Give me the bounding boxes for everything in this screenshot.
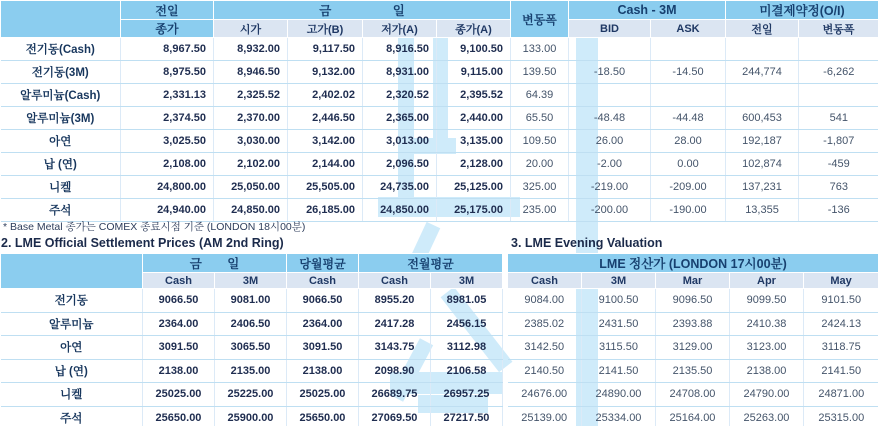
- valuation-value-cell: 24890.00: [582, 383, 656, 407]
- metal-label: 주석: [1, 406, 143, 426]
- value-cell: 600,453: [726, 107, 799, 130]
- col-month-avg: 당월평균: [287, 254, 359, 273]
- settlement-subcol: Cash: [287, 273, 359, 289]
- value-cell: [569, 84, 651, 107]
- valuation-value-cell: 25334.00: [582, 406, 656, 426]
- value-cell: 2,395.52: [437, 84, 511, 107]
- metal-label: 아연: [1, 130, 121, 153]
- valuation-subcol: Apr: [730, 273, 804, 289]
- value-cell: 137,231: [726, 176, 799, 199]
- valuation-subcol: May: [804, 273, 878, 289]
- value-cell: 64.39: [511, 84, 569, 107]
- table-row: [1, 153, 878, 176]
- settlement-value-cell: 26957.25: [431, 383, 503, 407]
- settlement-value-cell: 2364.00: [143, 312, 215, 336]
- table-row: [1, 312, 878, 336]
- valuation-value-cell: 24708.00: [656, 383, 730, 407]
- value-cell: 2,144.00: [288, 153, 363, 176]
- settlement-value-cell: 2417.28: [359, 312, 431, 336]
- value-cell: 541: [799, 107, 878, 130]
- colgroup-today-2: 금 일: [143, 254, 287, 273]
- col-prev-day: 전일: [121, 1, 214, 20]
- table-settlement-and-evening: [0, 253, 878, 426]
- valuation-value-cell: 24790.00: [730, 383, 804, 407]
- settlement-value-cell: 2135.00: [215, 359, 287, 383]
- valuation-value-cell: 25139.00: [508, 406, 582, 426]
- col-high: 고가(B): [288, 20, 363, 38]
- valuation-value-cell: 25164.00: [656, 406, 730, 426]
- value-cell: 192,187: [726, 130, 799, 153]
- valuation-value-cell: 2424.13: [804, 312, 878, 336]
- value-cell: [651, 84, 726, 107]
- valuation-value-cell: 2385.02: [508, 312, 582, 336]
- value-cell: 65.50: [511, 107, 569, 130]
- value-cell: 8,916.50: [363, 38, 437, 61]
- value-cell: -18.50: [569, 61, 651, 84]
- value-cell: 9,115.00: [437, 61, 511, 84]
- value-cell: 2,320.52: [363, 84, 437, 107]
- valuation-value-cell: 9096.50: [656, 289, 730, 313]
- value-cell: 2,402.02: [288, 84, 363, 107]
- col-oi-change: 변동폭: [799, 20, 878, 38]
- colgroup-lme-valuation: LME 정산가 (LONDON 17시00분): [508, 254, 878, 273]
- value-cell: 3,135.00: [437, 130, 511, 153]
- valuation-value-cell: 3129.00: [656, 336, 730, 360]
- table2-body: [1, 289, 878, 426]
- settlement-value-cell: 3065.50: [215, 336, 287, 360]
- value-cell: [726, 84, 799, 107]
- valuation-value-cell: 2138.00: [730, 359, 804, 383]
- table-row: [1, 84, 878, 107]
- metal-label: 납 (연): [1, 359, 143, 383]
- settlement-value-cell: 3143.75: [359, 336, 431, 360]
- value-cell: [569, 38, 651, 61]
- metal-label: 전기동: [1, 289, 143, 313]
- value-cell: 9,132.00: [288, 61, 363, 84]
- valuation-value-cell: 2410.38: [730, 312, 804, 336]
- settlement-value-cell: 9066.50: [143, 289, 215, 313]
- settlement-value-cell: 27217.50: [431, 406, 503, 426]
- settlement-value-cell: 2106.58: [431, 359, 503, 383]
- settlement-subcol: 3M: [431, 273, 503, 289]
- valuation-value-cell: 24676.00: [508, 383, 582, 407]
- valuation-value-cell: 9099.50: [730, 289, 804, 313]
- value-cell: 8,967.50: [121, 38, 214, 61]
- value-cell: 25,505.00: [288, 176, 363, 199]
- metal-label: 아연: [1, 336, 143, 360]
- value-cell: 24,735.00: [363, 176, 437, 199]
- value-cell: 9,100.50: [437, 38, 511, 61]
- value-cell: 24,850.00: [363, 199, 437, 222]
- value-cell: 20.00: [511, 153, 569, 176]
- footnote: * Base Metal 종가는 COMEX 종료시점 기준 (LONDON 18시00분): [3, 221, 306, 233]
- valuation-value-cell: 9084.00: [508, 289, 582, 313]
- valuation-value-cell: 2141.50: [582, 359, 656, 383]
- valuation-value-cell: 2393.88: [656, 312, 730, 336]
- settlement-value-cell: 2406.50: [215, 312, 287, 336]
- value-cell: 2,128.00: [437, 153, 511, 176]
- table-row: [1, 38, 878, 61]
- metal-label: 납 (연): [1, 153, 121, 176]
- settlement-value-cell: 2364.00: [287, 312, 359, 336]
- settlement-value-cell: 26689.75: [359, 383, 431, 407]
- settlement-value-cell: 9066.50: [287, 289, 359, 313]
- col-change: 변동폭: [511, 1, 569, 38]
- corner-blank-2: [1, 254, 143, 289]
- colgroup-prev-month-avg: 전월평균: [359, 254, 503, 273]
- settlement-value-cell: 9081.00: [215, 289, 287, 313]
- value-cell: -2.00: [569, 153, 651, 176]
- settlement-subcol: Cash: [359, 273, 431, 289]
- value-cell: 9,117.50: [288, 38, 363, 61]
- valuation-value-cell: 3142.50: [508, 336, 582, 360]
- settlement-value-cell: 3091.50: [143, 336, 215, 360]
- table-row: [1, 406, 878, 426]
- section2-title: 2. LME Official Settlement Prices (AM 2nd Ring): [1, 236, 284, 250]
- table-row: [1, 383, 878, 407]
- value-cell: 24,850.00: [214, 199, 288, 222]
- value-cell: 8,975.50: [121, 61, 214, 84]
- table-row: [1, 336, 878, 360]
- settlement-value-cell: 2138.00: [143, 359, 215, 383]
- metal-label: 전기동(Cash): [1, 38, 121, 61]
- value-cell: -6,262: [799, 61, 878, 84]
- value-cell: -44.48: [651, 107, 726, 130]
- corner-blank: [1, 1, 121, 38]
- settlement-value-cell: 8981.05: [431, 289, 503, 313]
- value-cell: 2,365.00: [363, 107, 437, 130]
- col-bid: BID: [569, 20, 651, 38]
- value-cell: 2,102.00: [214, 153, 288, 176]
- value-cell: -48.48: [569, 107, 651, 130]
- metal-label: 알루미늄(3M): [1, 107, 121, 130]
- table1-header-row-2: [1, 20, 878, 38]
- value-cell: 244,774: [726, 61, 799, 84]
- valuation-value-cell: 2135.50: [656, 359, 730, 383]
- table-row: [1, 107, 878, 130]
- valuation-value-cell: 24871.00: [804, 383, 878, 407]
- table1-header: [1, 1, 878, 38]
- col-open: 시가: [214, 20, 288, 38]
- value-cell: 3,142.00: [288, 130, 363, 153]
- value-cell: 2,096.50: [363, 153, 437, 176]
- valuation-subcol: 3M: [582, 273, 656, 289]
- value-cell: 325.00: [511, 176, 569, 199]
- metal-label: 주석: [1, 199, 121, 222]
- value-cell: 2,446.50: [288, 107, 363, 130]
- value-cell: -459: [799, 153, 878, 176]
- valuation-value-cell: 2140.50: [508, 359, 582, 383]
- metal-label: 전기동(3M): [1, 61, 121, 84]
- table2-header-row-1: [1, 254, 878, 273]
- valuation-value-cell: 9101.50: [804, 289, 878, 313]
- value-cell: -14.50: [651, 61, 726, 84]
- table2-header: [1, 254, 878, 289]
- settlement-value-cell: 25650.00: [143, 406, 215, 426]
- value-cell: 0.00: [651, 153, 726, 176]
- settlement-value-cell: 25650.00: [287, 406, 359, 426]
- valuation-value-cell: 9100.50: [582, 289, 656, 313]
- col-ask: ASK: [651, 20, 726, 38]
- table-row: [1, 176, 878, 199]
- value-cell: 8,932.00: [214, 38, 288, 61]
- settlement-value-cell: 25900.00: [215, 406, 287, 426]
- value-cell: 25,125.00: [437, 176, 511, 199]
- valuation-value-cell: 25315.00: [804, 406, 878, 426]
- value-cell: 26.00: [569, 130, 651, 153]
- settlement-value-cell: 2456.15: [431, 312, 503, 336]
- value-cell: -190.00: [651, 199, 726, 222]
- value-cell: 25,175.00: [437, 199, 511, 222]
- settlement-value-cell: 8955.20: [359, 289, 431, 313]
- col-oi-prev: 전일: [726, 20, 799, 38]
- valuation-value-cell: 3118.75: [804, 336, 878, 360]
- table-row: [1, 359, 878, 383]
- value-cell: 3,013.00: [363, 130, 437, 153]
- valuation-value-cell: 3115.50: [582, 336, 656, 360]
- metal-label: 니켈: [1, 383, 143, 407]
- valuation-subcol: Cash: [508, 273, 582, 289]
- value-cell: 3,025.50: [121, 130, 214, 153]
- settlement-value-cell: 3112.98: [431, 336, 503, 360]
- value-cell: [726, 38, 799, 61]
- value-cell: 2,370.00: [214, 107, 288, 130]
- value-cell: 109.50: [511, 130, 569, 153]
- col-close: 종가(A): [437, 20, 511, 38]
- value-cell: -200.00: [569, 199, 651, 222]
- table1-body: [1, 38, 878, 222]
- table-row: [1, 130, 878, 153]
- settlement-value-cell: 3091.50: [287, 336, 359, 360]
- valuation-value-cell: 25263.00: [730, 406, 804, 426]
- value-cell: 102,874: [726, 153, 799, 176]
- value-cell: 2,440.00: [437, 107, 511, 130]
- value-cell: 2,331.13: [121, 84, 214, 107]
- settlement-value-cell: 25225.00: [215, 383, 287, 407]
- settlement-value-cell: 25025.00: [287, 383, 359, 407]
- value-cell: 24,940.00: [121, 199, 214, 222]
- valuation-value-cell: 3123.00: [730, 336, 804, 360]
- col-low: 저가(A): [363, 20, 437, 38]
- value-cell: 2,108.00: [121, 153, 214, 176]
- table-row: [1, 289, 878, 313]
- colgroup-open-interest: 미결제약정(O/I): [726, 1, 878, 20]
- valuation-subcol: Mar: [656, 273, 730, 289]
- value-cell: 13,355: [726, 199, 799, 222]
- value-cell: 133.00: [511, 38, 569, 61]
- value-cell: 8,931.00: [363, 61, 437, 84]
- valuation-value-cell: 2141.50: [804, 359, 878, 383]
- value-cell: 24,800.00: [121, 176, 214, 199]
- section3-title: 3. LME Evening Valuation: [511, 236, 663, 250]
- value-cell: 25,050.00: [214, 176, 288, 199]
- settlement-value-cell: 2098.90: [359, 359, 431, 383]
- settlement-value-cell: 27069.50: [359, 406, 431, 426]
- settlement-subcol: 3M: [215, 273, 287, 289]
- value-cell: -136: [799, 199, 878, 222]
- value-cell: 8,946.50: [214, 61, 288, 84]
- metal-label: 알루미늄(Cash): [1, 84, 121, 107]
- metal-label: 니켈: [1, 176, 121, 199]
- value-cell: 3,030.00: [214, 130, 288, 153]
- value-cell: -219.00: [569, 176, 651, 199]
- value-cell: [651, 38, 726, 61]
- value-cell: 235.00: [511, 199, 569, 222]
- value-cell: [799, 38, 878, 61]
- settlement-value-cell: 2138.00: [287, 359, 359, 383]
- table1-header-row-1: [1, 1, 878, 20]
- colgroup-cash-3m: Cash - 3M: [569, 1, 726, 20]
- value-cell: 26,185.00: [288, 199, 363, 222]
- value-cell: 28.00: [651, 130, 726, 153]
- settlement-subcol: Cash: [143, 273, 215, 289]
- value-cell: -1,807: [799, 130, 878, 153]
- settlement-value-cell: 25025.00: [143, 383, 215, 407]
- col-prev-close: 종가: [121, 20, 214, 38]
- value-cell: 2,325.52: [214, 84, 288, 107]
- metal-label: 알루미늄: [1, 312, 143, 336]
- value-cell: 139.50: [511, 61, 569, 84]
- value-cell: 763: [799, 176, 878, 199]
- value-cell: 2,374.50: [121, 107, 214, 130]
- valuation-value-cell: 2431.50: [582, 312, 656, 336]
- value-cell: [799, 84, 878, 107]
- value-cell: -209.00: [651, 176, 726, 199]
- colgroup-today: 금 일: [214, 1, 511, 20]
- table-row: [1, 61, 878, 84]
